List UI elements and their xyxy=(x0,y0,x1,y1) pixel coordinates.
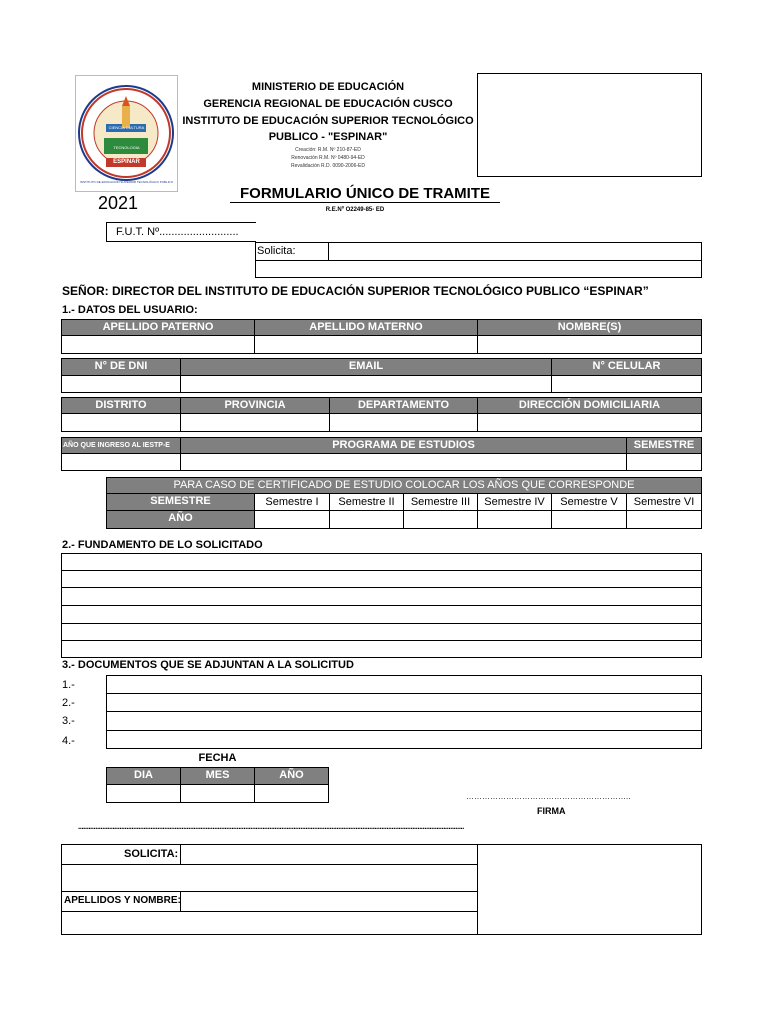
provincia-header: PROVINCIA xyxy=(180,397,330,414)
direccion-input[interactable] xyxy=(477,413,702,432)
fecha-anio-header: AÑO xyxy=(254,767,329,785)
fecha-label: FECHA xyxy=(198,752,237,764)
fecha-mes-input[interactable] xyxy=(180,784,255,803)
anio-input-3[interactable] xyxy=(403,510,478,529)
solicita-field[interactable] xyxy=(328,242,702,261)
nombres-header: NOMBRE(S) xyxy=(477,319,702,336)
revalidacion-text: Revalidación R.D. 0090-2006-ED xyxy=(291,163,365,169)
anio-input-5[interactable] xyxy=(551,510,627,529)
anio-ingreso-header: AÑO QUE INGRESO AL IESTP-E xyxy=(61,437,181,454)
fecha-dia-input[interactable] xyxy=(106,784,181,803)
form-year: 2021 xyxy=(98,193,139,213)
anio-input-6[interactable] xyxy=(626,510,702,529)
ren-code: R.E.Nº O2249-85- ED xyxy=(325,207,385,213)
direccion-header: DIRECCIÓN DOMICILIARIA xyxy=(477,397,702,414)
anio-input-1[interactable] xyxy=(254,510,330,529)
fundamento-line-6[interactable] xyxy=(61,640,702,658)
logo-bottom-text: ESPINAR xyxy=(113,159,140,165)
celular-header: N° CELULAR xyxy=(551,358,702,376)
form-title: FORMULARIO ÚNICO DE TRAMITE xyxy=(230,185,500,203)
certificate-title: PARA CASO DE CERTIFICADO DE ESTUDIO COLOCAR LOS AÑOS QUE CORRESPONDE xyxy=(106,477,702,494)
firma-label: FIRMA xyxy=(537,806,566,816)
document-item-label-1: 1.- xyxy=(62,679,75,691)
nombres-input[interactable] xyxy=(477,335,702,354)
certificate-anio-label: AÑO xyxy=(106,510,255,529)
document-input-4[interactable] xyxy=(106,730,702,749)
fundamento-line-2[interactable] xyxy=(61,570,702,588)
document-item-label-3: 3.- xyxy=(62,715,75,727)
dni-input[interactable] xyxy=(61,375,181,393)
semester-col-3: Semestre III xyxy=(403,493,478,511)
addressee: SEÑOR: DIRECTOR DEL INSTITUTO DE EDUCACIÓN SUPERIOR TECNOLÓGICO PUBLICO “ESPINAR” xyxy=(62,284,649,298)
apellido-paterno-input[interactable] xyxy=(61,335,255,354)
semester-col-6: Semestre VI xyxy=(626,493,702,511)
programa-estudios-input[interactable] xyxy=(180,453,627,471)
semester-col-2: Semestre II xyxy=(329,493,404,511)
anio-input-4[interactable] xyxy=(477,510,552,529)
receipt-solicita-label: SOLICITA: xyxy=(124,848,179,860)
apellido-materno-header: APELLIDO MATERNO xyxy=(254,319,478,336)
distrito-header: DISTRITO xyxy=(61,397,181,414)
receipt-apellidos-extra[interactable] xyxy=(61,911,478,935)
fecha-anio-input[interactable] xyxy=(254,784,329,803)
distrito-input[interactable] xyxy=(61,413,181,432)
receipt-stamp-area[interactable] xyxy=(477,844,702,935)
receipt-solicita-input[interactable] xyxy=(180,844,478,865)
solicita-label: Solicita: xyxy=(257,245,296,257)
logo-frame xyxy=(75,75,178,192)
email-header: EMAIL xyxy=(180,358,552,376)
programa-estudios-header: PROGRAMA DE ESTUDIOS xyxy=(180,437,627,454)
fut-number-label: F.U.T. Nº.......................... xyxy=(116,226,239,238)
anio-input-2[interactable] xyxy=(329,510,404,529)
renovacion-text: Renovación R.M. Nº 0480-94-ED xyxy=(291,155,365,161)
section1-title: 1.- DATOS DEL USUARIO: xyxy=(62,304,198,316)
reception-stamp-box[interactable] xyxy=(477,73,702,177)
anio-ingreso-input[interactable] xyxy=(61,453,181,471)
fecha-dia-header: DIA xyxy=(106,767,181,785)
document-input-1[interactable] xyxy=(106,675,702,694)
celular-input[interactable] xyxy=(551,375,702,393)
document-item-label-2: 2.- xyxy=(62,697,75,709)
receipt-apellidos-input[interactable] xyxy=(180,891,478,912)
fundamento-line-4[interactable] xyxy=(61,605,702,624)
ministry-title: MINISTERIO DE EDUCACIÓN xyxy=(251,81,405,93)
receipt-solicita-extra[interactable] xyxy=(61,864,478,892)
provincia-input[interactable] xyxy=(180,413,330,432)
creacion-text: Creación: R.M. Nº 210-87-ED xyxy=(295,147,361,153)
document-item-label-4: 4.- xyxy=(62,735,75,747)
gerencia-title: GERENCIA REGIONAL DE EDUCACIÓN CUSCO xyxy=(203,98,453,110)
semester-col-5: Semestre V xyxy=(551,493,627,511)
dni-header: N° DE DNI xyxy=(61,358,181,376)
semestre-input[interactable] xyxy=(626,453,702,471)
fundamento-line-5[interactable] xyxy=(61,623,702,641)
apellido-materno-input[interactable] xyxy=(254,335,478,354)
institute-title-line1: INSTITUTO DE EDUCACIÓN SUPERIOR TECNOLÓGICO xyxy=(182,115,474,127)
institute-title-line2: PUBLICO - "ESPINAR" xyxy=(268,131,388,143)
departamento-header: DEPARTAMENTO xyxy=(329,397,478,414)
fundamento-line-1[interactable] xyxy=(61,553,702,571)
institute-seal xyxy=(76,76,177,191)
cut-separator: ................................................................................................................................................................................................................................ xyxy=(78,822,464,831)
departamento-input[interactable] xyxy=(329,413,478,432)
semester-col-1: Semestre I xyxy=(254,493,330,511)
solicita-field-extra[interactable] xyxy=(255,260,702,278)
document-input-3[interactable] xyxy=(106,711,702,731)
receipt-apellidos-label: APELLIDOS Y NOMBRE: xyxy=(64,895,181,906)
email-input[interactable] xyxy=(180,375,552,393)
logo-banner-1: CIENCIA CULTURA xyxy=(108,125,145,130)
logo-banner-2: TECNOLOGIA xyxy=(113,145,140,150)
semestre-header: SEMESTRE xyxy=(626,437,702,454)
semester-col-4: Semestre IV xyxy=(477,493,552,511)
section2-title: 2.- FUNDAMENTO DE LO SOLICITADO xyxy=(62,539,263,551)
firma-line[interactable]: …………………………………………………….. xyxy=(466,792,631,801)
logo-ring-text: INSTITUTO DE EDUCACIÓN SUPERIOR TECNOLÓGICO PUBLICO xyxy=(79,180,174,184)
certificate-semestre-label: SEMESTRE xyxy=(106,493,255,511)
section3-title: 3.- DOCUMENTOS QUE SE ADJUNTAN A LA SOLICITUD xyxy=(62,659,354,671)
fecha-mes-header: MES xyxy=(180,767,255,785)
apellido-paterno-header: APELLIDO PATERNO xyxy=(61,319,255,336)
fundamento-line-3[interactable] xyxy=(61,587,702,606)
document-input-2[interactable] xyxy=(106,693,702,712)
